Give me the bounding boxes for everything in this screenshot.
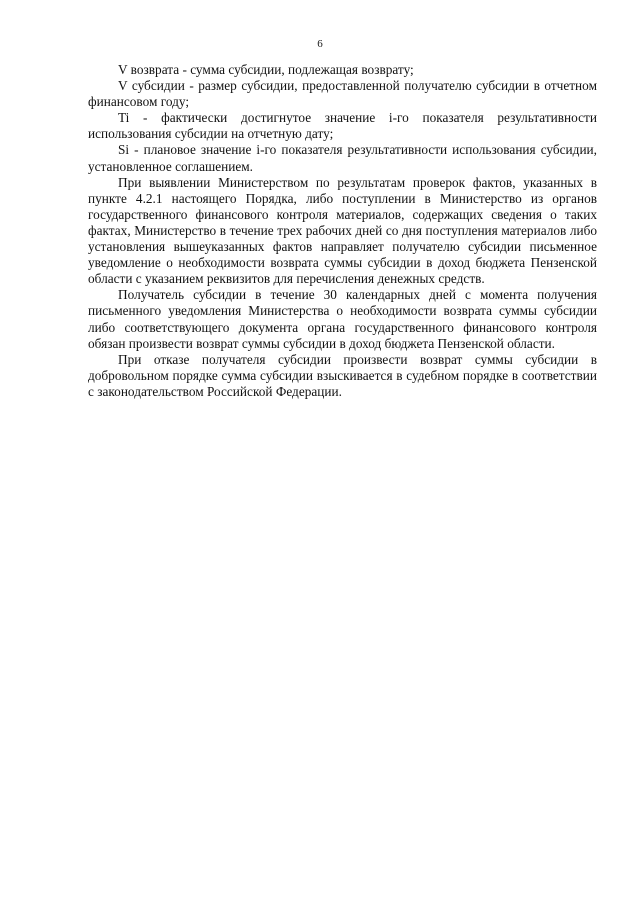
document-body <box>88 62 597 400</box>
paragraph-return-deadline: Получатель субсидии в течение 30 календарных дней с момента получения письменного уведомления Министерства о необходимости возврата суммы субсидии либо соответствующего документа органа государственного финансового контроля обязан произвести возврат суммы субсидии в доход бюджета Пензенской области. <box>88 287 597 351</box>
paragraph-si: Si - плановое значение i-го показателя результативности использования субсидии, установленное соглашением. <box>88 142 597 174</box>
paragraph-court-recovery: При отказе получателя субсидии произвести возврат суммы субсидии в добровольном порядке сумма субсидии взыскивается в судебном порядке в соответствии с законодательством Российской Федерации. <box>88 351 597 399</box>
paragraph-v-return: V возврата - сумма субсидии, подлежащая возврату; <box>118 62 414 77</box>
paragraph-v-subsidy: V субсидии - размер субсидии, предоставленной получателю субсидии в отчетном финансовом году; <box>88 78 597 110</box>
page-number: 6 <box>317 38 323 50</box>
paragraph-violation-notice: При выявлении Министерством по результатам проверок фактов, указанных в пункте 4.2.1 настоящего Порядка, либо поступлении в Министерство из органов государственного финансового контроля материалов, содержащих сведения о таких фактах, Министерство в течение трех рабочих дней со дня поступления материалов либо установления вышеуказанных фактов направляет получателю субсидии письменное уведомление о необходимости возврата суммы субсидии в доход бюджета Пензенской области с указанием реквизитов для перечисления денежных средств. <box>88 174 597 287</box>
paragraph-ti: Ti - фактически достигнутое значение i-го показателя результативности использования субсидии на отчетную дату; <box>88 110 597 142</box>
